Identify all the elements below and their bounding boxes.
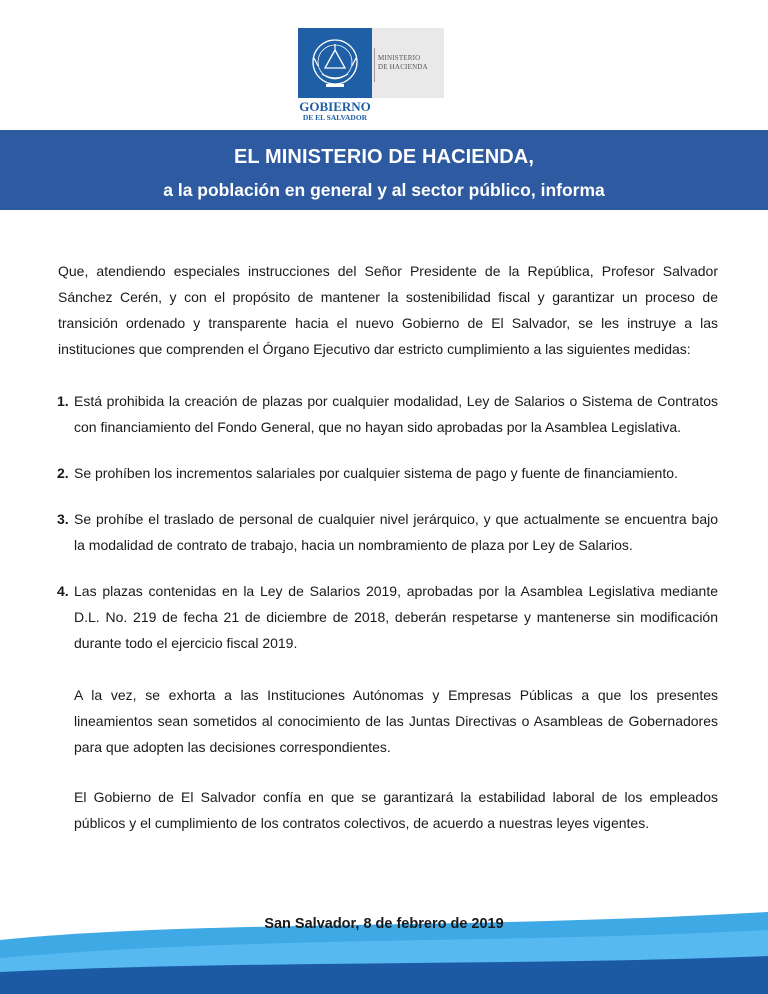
banner-subtitle: a la población en general y al sector público, informa — [163, 180, 605, 200]
intro-paragraph: Que, atendiendo especiales instrucciones del Señor Presidente de la República, Profesor Salvador Sánchez Cerén, y con el propósito de mantener la sostenibilidad fiscal y garantizar un proceso de transición ordenado y transparente hacia el nuevo Gobierno de El Salvador, se les instruye a las instituciones que comprenden el Órgano Ejecutivo dar estricto cumplimiento a las siguientes medidas: — [58, 263, 718, 357]
logo-emblem-panel — [298, 28, 372, 98]
banner-title: EL MINISTERIO DE HACIENDA, — [233, 146, 535, 168]
list-item-number: 2. — [57, 465, 69, 481]
list-item — [58, 506, 718, 558]
gov-line-2: DE EL SALVADOR — [302, 113, 368, 122]
autonomous-institutions-paragraph: A la vez, se exhorta a las Instituciones Autónomas y Empresas Públicas a que los presentes lineamientos sean sometidos al conocimiento de las Juntas Directivas o Asambleas de Gobernadores para que adopten las decisiones correspondientes. — [74, 687, 718, 755]
ministry-line-1: MINISTERIO — [378, 54, 421, 62]
gov-line-1: GOBIERNO — [299, 99, 371, 114]
list-item — [58, 388, 718, 440]
list-item-text: Está prohibida la creación de plazas por cualquier modalidad, Ley de Salarios o Sistema de Contratos con financiamiento del Fondo General, que no hayan sido aprobadas por la Asamblea Legislativa. — [74, 393, 718, 435]
document-body — [58, 258, 718, 860]
footer-wave-decoration — [0, 900, 768, 994]
list-item — [58, 460, 718, 486]
list-item-text: Las plazas contenidas en la Ley de Salarios 2019, aprobadas por la Asamblea Legislativa mediante D.L. No. 219 de fecha 21 de diciembre de 2018, deberán respetarse y mantenerse sin modificación durante todo el ejercicio fiscal 2019. — [74, 583, 718, 651]
list-item — [58, 578, 718, 656]
list-item-number: 4. — [57, 583, 69, 599]
government-wordmark — [298, 100, 372, 122]
header-banner — [0, 130, 768, 210]
list-item-number: 3. — [57, 511, 69, 527]
list-item-number: 1. — [57, 393, 69, 409]
date-line: San Salvador, 8 de febrero de 2019 — [264, 916, 504, 932]
coat-of-arms-icon — [298, 28, 372, 98]
ministry-line-2: DE HACIENDA — [378, 63, 428, 71]
list-item-text: Se prohíben los incrementos salariales por cualquier sistema de pago y fuente de financiamiento. — [74, 465, 678, 481]
logo-ministry-panel — [372, 28, 444, 98]
government-assurance-paragraph: El Gobierno de El Salvador confía en que se garantizará la estabilidad laboral de los empleados públicos y el cumplimiento de los contratos colectivos, de acuerdo a nuestras leyes vigentes. — [74, 789, 718, 831]
government-logo — [298, 28, 444, 124]
list-item-text: Se prohíbe el traslado de personal de cualquier nivel jerárquico, y que actualmente se encuentra bajo la modalidad de contrato de trabajo, hacia un nombramiento de plaza por Ley de Salarios. — [74, 511, 718, 553]
logo-divider — [374, 48, 375, 82]
